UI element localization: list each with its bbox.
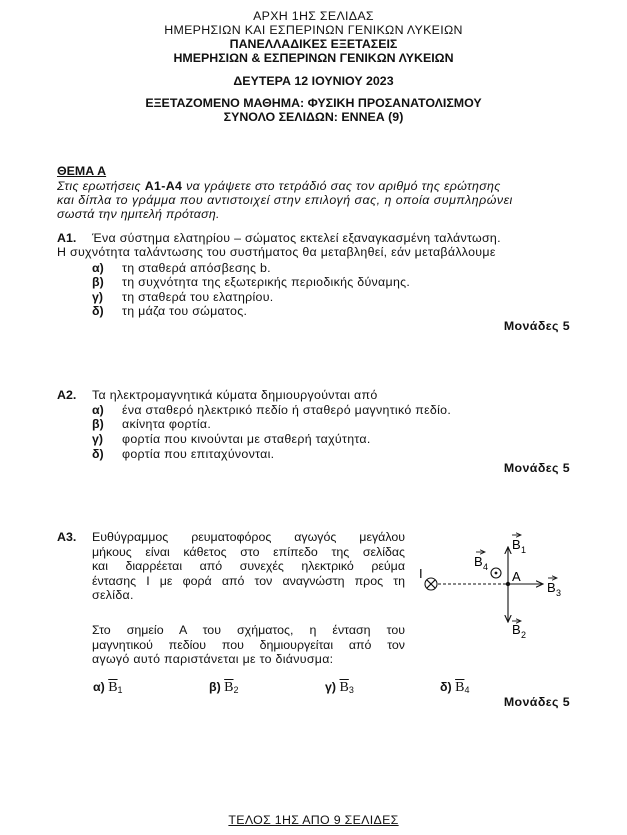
text-line: σελίδα.	[92, 588, 134, 602]
magnetic-field-diagram	[410, 530, 580, 645]
vector-symbol: $\overline{B}$	[108, 680, 118, 695]
option-letter: β)	[92, 275, 104, 289]
text-line: Ευθύγραμμος ρευματοφόρος αγωγός μεγάλου	[92, 530, 405, 544]
current-into-page-icon	[425, 578, 437, 590]
header-total-pages: ΣΥΝΟΛΟ ΣΕΛΙΔΩΝ: ΕΝΝΕΑ (9)	[223, 110, 404, 124]
question-a1-marks: Μονάδες 5	[503, 319, 570, 333]
vector-b4-label	[474, 552, 488, 572]
theme-title: ΘΕΜΑ Α	[57, 164, 107, 178]
header-school-type: ΗΜΕΡΗΣΙΩΝ ΚΑΙ ΕΣΠΕΡΙΝΩΝ ΓΕΝΙΚΩΝ ΛΥΚΕΙΩΝ	[164, 23, 463, 37]
option-text: τη σταθερά του ελατηρίου.	[122, 290, 274, 304]
option-letter: β)	[92, 417, 104, 431]
text-line: μαγνητικού πεδίου που δημιουργείται από τον	[92, 638, 405, 652]
vector-symbol: $\overline{B}$	[455, 680, 465, 695]
svg-text:B: B	[547, 580, 556, 595]
vector-symbol: $\overline{B}$	[339, 680, 349, 695]
option-c: γ) $\overline{B}_3$	[325, 680, 354, 695]
option-letter: γ)	[325, 680, 337, 694]
option-text: τη σταθερά απόσβεσης b.	[122, 261, 271, 275]
point-a-label: A	[512, 569, 521, 584]
header-date: ΔΕΥΤΕΡΑ 12 ΙΟΥΝΙΟΥ 2023	[233, 74, 394, 88]
option-a: α) $\overline{B}_1$	[93, 680, 123, 695]
text-line: Στο σημείο Α του σχήματος, η ένταση του	[92, 623, 405, 637]
option-text: ένα σταθερό ηλεκτρικό πεδίο ή σταθερό μαγνητικό πεδίο.	[122, 403, 452, 417]
question-number-a2: Α2.	[57, 388, 77, 402]
question-a2-text: Τα ηλεκτρομαγνητικά κύματα δημιουργούνται από	[92, 388, 378, 402]
option-text: ακίνητα φορτία.	[122, 417, 212, 431]
option-letter: γ)	[92, 290, 104, 304]
question-a2-marks: Μονάδες 5	[503, 461, 570, 475]
option-letter: α)	[92, 403, 104, 417]
question-a1-text-1: Ένα σύστημα ελατηρίου – σώματος εκτελεί εξαναγκασμένη ταλάντωση.	[92, 231, 501, 245]
option-text: τη συχνότητα της εξωτερικής περιοδικής δύναμης.	[122, 275, 411, 289]
vector-symbol: $\overline{B}$	[224, 680, 234, 695]
svg-text:B: B	[512, 622, 521, 637]
header-exam-schools: ΗΜΕΡΗΣΙΩΝ & ΕΣΠΕΡΙΝΩΝ ΓΕΝΙΚΩΝ ΛΥΚΕΙΩΝ	[173, 51, 454, 65]
option-letter: α)	[93, 680, 105, 694]
option-d: δ) $\overline{B}_4$	[440, 680, 470, 695]
vector-b2-label	[512, 621, 526, 640]
vector-b4-out-of-page-icon	[491, 568, 501, 578]
option-letter: δ)	[92, 447, 104, 461]
header-subject: ΕΞΕΤΑΖΟΜΕΝΟ ΜΑΘΗΜΑ: ΦΥΣΙΚΗ ΠΡΟΣΑΝΑΤΟΛΙΣΜΟΥ	[145, 96, 482, 110]
vector-b3-label	[547, 578, 561, 598]
text-line: μήκους είναι κάθετος στο επίπεδο της σελίδας	[92, 545, 405, 559]
svg-text:3: 3	[556, 588, 562, 598]
option-letter: α)	[92, 261, 104, 275]
option-text: τη μάζα του σώματος.	[122, 304, 248, 318]
svg-text:2: 2	[521, 630, 527, 640]
option-text: φορτία που επιταχύνονται.	[122, 447, 275, 461]
instructions-line-1: Στις ερωτήσεις Α1-Α4 να γράψετε στο τετράδιό σας τον αριθμό της ερώτησης	[57, 179, 501, 193]
instructions-line-2: και δίπλα το γράμμα που αντιστοιχεί στην επιλογή σας, η οποία συμπληρώνει	[57, 193, 513, 207]
option-letter: δ)	[440, 680, 452, 694]
current-label: I	[419, 566, 423, 581]
option-letter: γ)	[92, 432, 104, 446]
question-number-a1: Α1.	[57, 231, 77, 245]
header-page-start: ΑΡΧΗ 1ΗΣ ΣΕΛΙΔΑΣ	[253, 9, 374, 23]
option-text: φορτία που κινούνται με σταθερή ταχύτητα.	[122, 432, 371, 446]
text-line: αγωγό αυτό παριστάνεται με το διάνυσμα:	[92, 652, 334, 666]
svg-text:B: B	[512, 537, 521, 552]
question-number-a3: Α3.	[57, 530, 77, 544]
svg-text:1: 1	[521, 545, 527, 555]
option-letter: β)	[209, 680, 221, 694]
vector-b1-label	[512, 535, 526, 555]
page-footer: ΤΕΛΟΣ 1ΗΣ ΑΠΟ 9 ΣΕΛΙΔΕΣ	[228, 813, 399, 827]
text-line: και διαρρέεται από συνεχές ηλεκτρικό ρεύμα	[92, 559, 405, 573]
question-a1-text-2: Η συχνότητα ταλάντωσης του συστήματος θα μεταβληθεί, εάν μεταβάλλουμε	[57, 245, 496, 259]
svg-text:B: B	[474, 554, 483, 569]
question-a3-marks: Μονάδες 5	[503, 695, 570, 709]
option-letter: δ)	[92, 304, 104, 318]
header-exam-title: ΠΑΝΕΛΛΑΔΙΚΕΣ ΕΞΕΤΑΣΕΙΣ	[229, 37, 398, 51]
svg-text:4: 4	[483, 562, 489, 572]
option-b: β) $\overline{B}_2$	[209, 680, 239, 695]
instructions-line-3: σωστά την ημιτελή πρόταση.	[57, 207, 220, 221]
text-line: έντασης Ι με φορά από τον αναγνώστη προς τη	[92, 574, 405, 588]
